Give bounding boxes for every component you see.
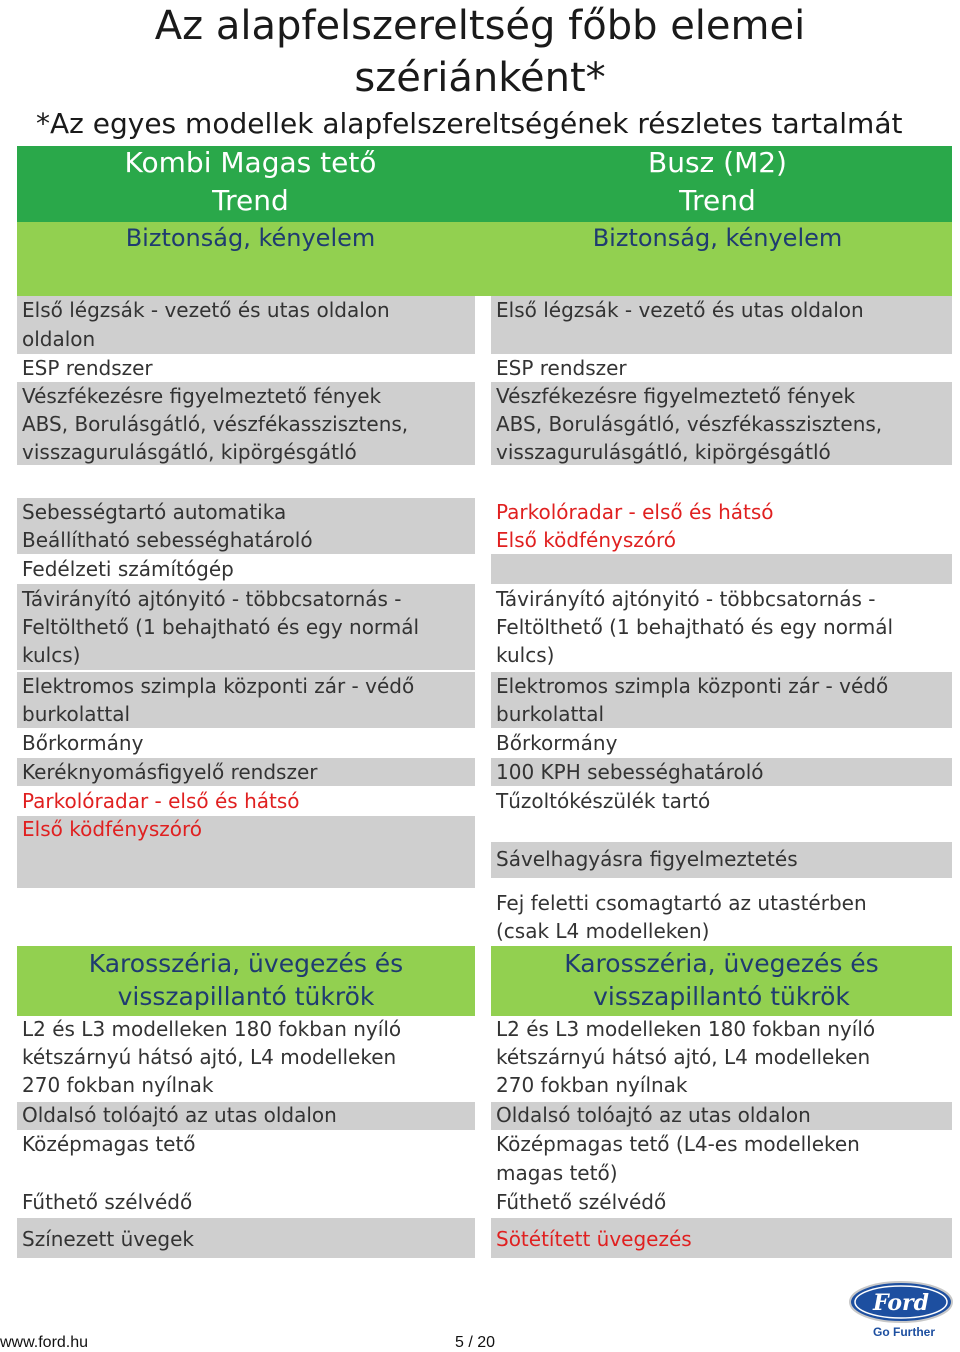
right-comfort-item: 100 KPH sebességhatároló: [496, 760, 764, 784]
left-safety-item: ABS, Borulásgátló, vészfékasszisztens,: [22, 412, 409, 436]
left-safety-item: visszagurulásgátló, kipörgésgátló: [22, 440, 357, 464]
left-category-label: Biztonság, kényelem: [125, 224, 376, 252]
left-section-body-glazing: [17, 946, 475, 1016]
left-body-item: L2 és L3 modelleken 180 fokban nyíló: [22, 1017, 402, 1041]
left-comfort-item: Sebességtartó automatika: [22, 500, 287, 524]
left-body-item: Fűthető szélvédő: [22, 1190, 193, 1214]
right-trim-label: Trend: [679, 184, 756, 217]
left-comfort-item: Elektromos szimpla központi zár - védő: [22, 674, 415, 698]
left-comfort-item-highlighted: Parkolóradar - első és hátsó: [22, 789, 300, 813]
left-safety-item: Első légzsák - vezető és utas oldalon: [22, 298, 390, 322]
left-safety-item: Vészfékezésre figyelmeztető fények: [22, 384, 382, 408]
left-comfort-item: Fedélzeti számítógép: [22, 557, 234, 581]
page-subtitle: *Az egyes modellek alapfelszereltségének részletes tartalmát: [36, 107, 903, 140]
right-comfort-item: (csak L4 modelleken): [496, 919, 710, 943]
left-comfort-item: Bőrkormány: [22, 731, 144, 755]
right-safety-item: ESP rendszer: [496, 356, 627, 380]
right-section-body-glazing: [491, 946, 952, 1016]
right-comfort-item-highlighted: Első ködfényszóró: [496, 528, 677, 552]
left-safety-item: ESP rendszer: [22, 356, 153, 380]
left-comfort-item: Beállítható sebességhatároló: [22, 528, 313, 552]
right-safety-item: ABS, Borulásgátló, vészfékasszisztens,: [496, 412, 883, 436]
right-safety-item: Vészfékezésre figyelmeztető fények: [496, 384, 856, 408]
right-comfort-item: Fej feletti csomagtartó az utastérben: [496, 891, 867, 915]
right-model-label: Busz (M2): [648, 146, 787, 179]
left-comfort-item: burkolattal: [22, 702, 131, 726]
page-title-line-2: szériánként*: [354, 55, 606, 101]
right-body-item: Középmagas tető (L4-es modelleken: [496, 1132, 860, 1156]
right-comfort-item: Feltölthető (1 behajtható és egy normál: [496, 615, 894, 639]
right-body-item: Oldalsó tolóajtó az utas oldalon: [496, 1103, 811, 1127]
header-band-category: [17, 222, 952, 296]
right-comfort-item: kulcs): [496, 643, 555, 667]
right-body-item-highlighted: Sötétített üvegezés: [496, 1227, 692, 1251]
left-body-item: Középmagas tető: [22, 1132, 196, 1156]
left-body-item: Színezett üvegek: [22, 1227, 194, 1251]
left-body-item: kétszárnyú hátsó ajtó, L4 modelleken: [22, 1045, 397, 1069]
right-body-item: kétszárnyú hátsó ajtó, L4 modelleken: [496, 1045, 871, 1069]
footer-url-link[interactable]: www.ford.hu: [0, 1334, 89, 1351]
right-body-item: L2 és L3 modelleken 180 fokban nyíló: [496, 1017, 876, 1041]
right-body-item: Fűthető szélvédő: [496, 1190, 667, 1214]
left-comfort-item: Keréknyomásfigyelő rendszer: [22, 760, 318, 784]
left-comfort-item: kulcs): [22, 643, 81, 667]
left-model-label: Kombi Magas tető: [124, 146, 377, 179]
header-band-model-trim: [17, 146, 952, 222]
right-row-bg: [491, 554, 952, 584]
ford-logo-wordmark: Ford: [872, 1290, 930, 1316]
right-body-item: magas tető): [496, 1161, 618, 1185]
right-category-label: Biztonság, kényelem: [592, 224, 843, 252]
right-comfort-item: Elektromos szimpla központi zár - védő: [496, 674, 889, 698]
right-comfort-item: Sávelhagyásra figyelmeztetés: [496, 847, 798, 871]
right-safety-item: Első légzsák - vezető és utas oldalon: [496, 298, 864, 322]
left-comfort-item-highlighted: Első ködfényszóró: [22, 817, 203, 841]
page-number: 5 / 20: [455, 1334, 496, 1351]
right-safety-item: visszagurulásgátló, kipörgésgátló: [496, 440, 831, 464]
left-trim-label: Trend: [212, 184, 289, 217]
right-comfort-item: Távirányító ajtónyitó - többcsatornás -: [496, 587, 876, 611]
ford-logo-tagline: Go Further: [873, 1325, 935, 1339]
left-body-item: Oldalsó tolóajtó az utas oldalon: [22, 1103, 337, 1127]
ford-oval-icon: [848, 1280, 954, 1340]
right-comfort-item: Bőrkormány: [496, 731, 618, 755]
right-comfort-item: burkolattal: [496, 702, 605, 726]
right-body-item: 270 fokban nyílnak: [496, 1073, 688, 1097]
right-section-label: Karosszéria, üvegezés és visszapillantó tükrök: [564, 949, 879, 1011]
left-comfort-item: Feltölthető (1 behajtható és egy normál: [22, 615, 420, 639]
left-section-label: Karosszéria, üvegezés és visszapillantó tükrök: [88, 949, 404, 1011]
right-comfort-item: Tűzoltókészülék tartó: [496, 789, 711, 813]
right-comfort-item-highlighted: Parkolóradar - első és hátsó: [496, 500, 774, 524]
left-safety-item: oldalon: [22, 327, 96, 351]
left-comfort-item: Távirányító ajtónyitó - többcsatornás -: [22, 587, 402, 611]
page-title-line-1: Az alapfelszereltség főbb elemei: [154, 3, 806, 49]
left-body-item: 270 fokban nyílnak: [22, 1073, 214, 1097]
ford-logo: [848, 1280, 954, 1340]
